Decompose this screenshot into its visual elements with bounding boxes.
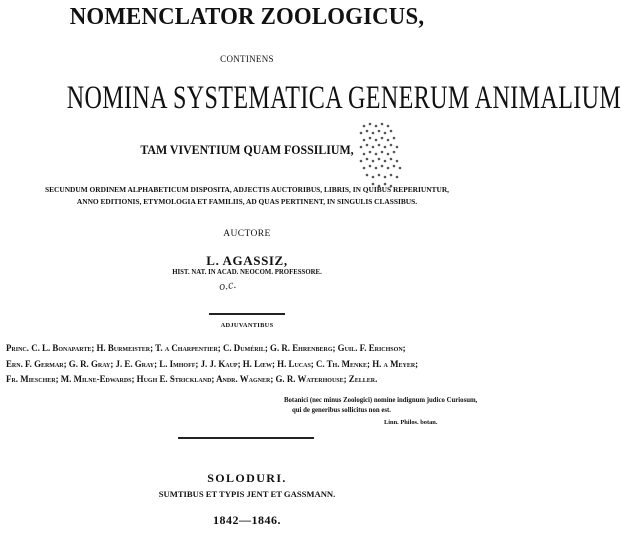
handwritten-signature: o.c. — [218, 276, 238, 294]
publication-place: SOLODURI. — [207, 471, 287, 485]
description-line-2: ANNO EDITIONIS, ETYMOLOGIA ET FAMILIIS, AD QUAS PERTINENT, IN SINGULIS CLASSIBUS. — [76, 197, 418, 206]
library-stamp-icon — [356, 120, 408, 192]
epigraph-line-2: qui de generibus sollicitus non est. — [292, 407, 391, 414]
publisher-line: SUMTIBUS ET TYPIS JENT ET GASSMANN. — [158, 489, 336, 499]
collaborators-line-3: Fr. Miescher; M. Milne-Edwards; Hugh E. Strickland; Andr. Wagner; G. R. Waterhouse; Zeller. — [6, 374, 378, 384]
description-line-1: SECUNDUM ORDINEM ALPHABETICUM DISPOSITA, ADJECTIS AUCTORIBUS, LIBRIS, IN QUIBUS REPERIUNTUR, — [44, 185, 450, 194]
divider-lower — [178, 437, 314, 439]
epigraph-attribution: Linn. Philos. botan. — [384, 419, 438, 426]
main-title: NOMINA SYSTEMATICA GENERUM ANIMALIUM — [66, 80, 621, 116]
author-title: HIST. NAT. IN ACAD. NEOCOM. PROFESSORE. — [172, 269, 322, 276]
book-title: NOMENCLATOR ZOOLOGICUS, — [69, 4, 425, 30]
publication-years: 1842—1846. — [213, 513, 281, 527]
adjuvantibus-label: ADJUVANTIBUS — [220, 322, 274, 329]
author-name: L. AGASSIZ, — [206, 253, 288, 268]
continens-label: CONTINENS — [220, 54, 274, 64]
epigraph — [284, 396, 477, 416]
collaborators-line-1: Princ. C. L. Bonaparte; H. Burmeister; T. a Charpentier; C. Duméril; G. R. Ehrenberg; Guil. F. Erichson; — [6, 343, 406, 353]
epigraph-line-1: Botanici (nec minus Zoologici) nomine indignum judico Curiosum, — [284, 397, 478, 404]
auctore-label: AUCTORE — [223, 229, 271, 239]
collaborators-line-2: Ern. F. Germar; G. R. Gray; J. E. Gray; L. Imhoff; J. J. Kaup; H. Lœw; H. Lucas; C. Th. Menke; H. a Meyer; — [6, 359, 419, 369]
divider-upper — [209, 313, 285, 315]
subtitle: TAM VIVENTIUM QUAM FOSSILIUM, — [140, 143, 354, 157]
